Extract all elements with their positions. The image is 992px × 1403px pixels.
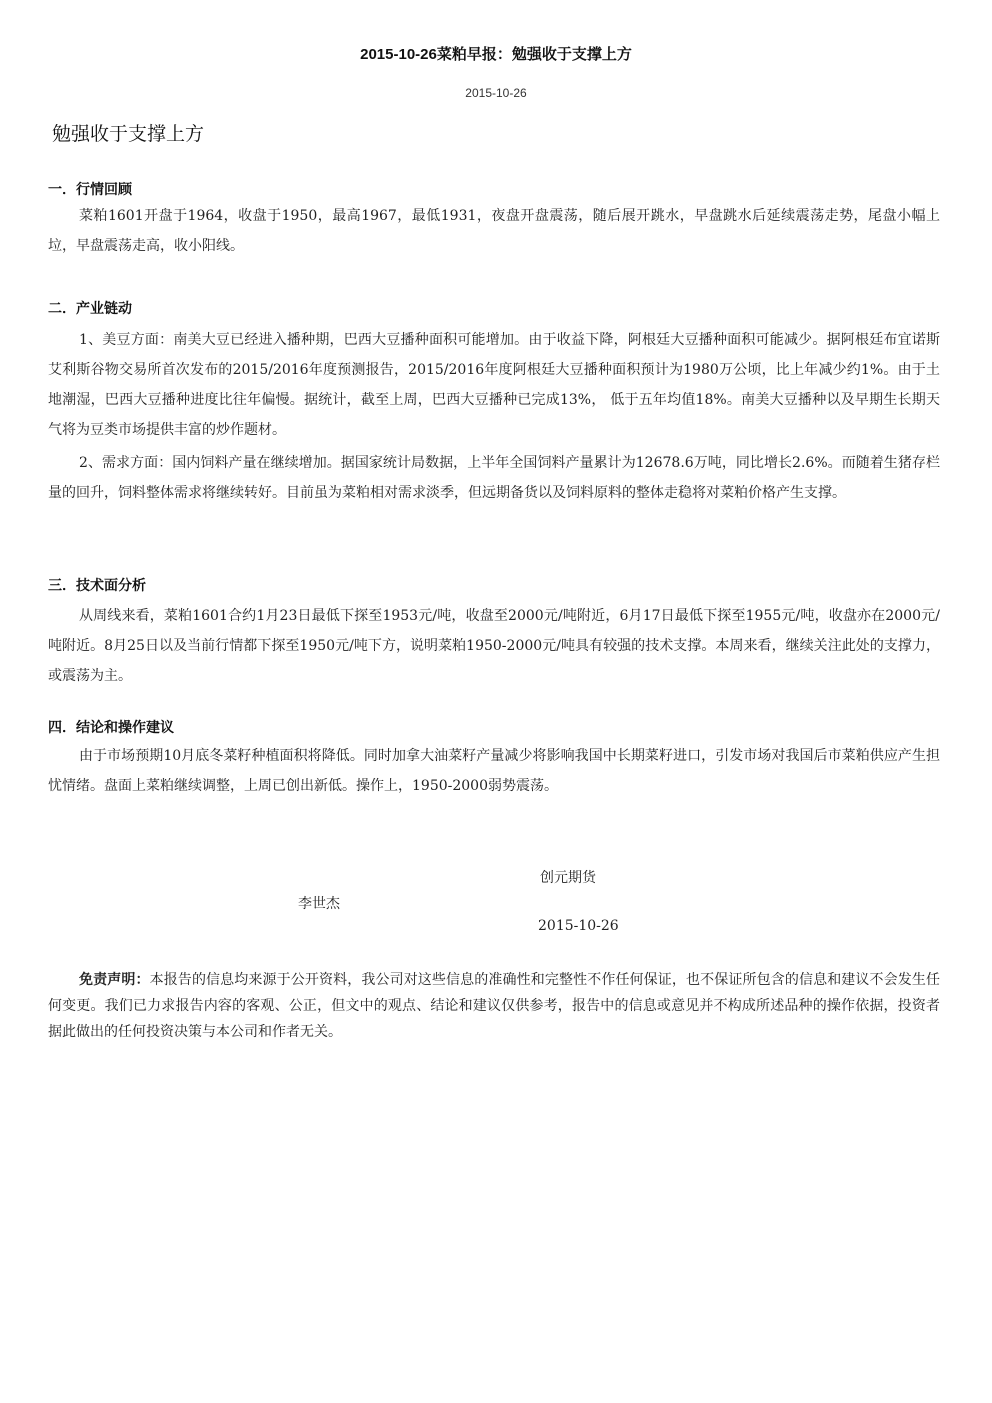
disclaimer-text: 本报告的信息均来源于公开资料，我公司对这些信息的准确性和完整性不作任何保证，也不保证所包含的信息和建议不会发生任何变更。我们已力求报告内容的客观、公正，但文中的观点、结论和建议仅供参考，报告中的信息或意见并不构成所述品种的操作依据，投资者据此做出的任何投资决策与本公司和作者无关。 — [48, 972, 941, 1040]
paragraph-demand: 2、需求方面：国内饲料产量在继续增加。据国家统计局数据，上半年全国饲料产量累计为12678.6万吨，同比增长2.6%。而随着生猪存栏量的回升，饲料整体需求将继续转好。目前虽为菜粕相对需求淡季，但远期备货以及饲料原料的整体走稳将对菜粕价格产生支撑。 — [48, 455, 940, 501]
paragraph-market-review: 菜粕1601开盘于1964，收盘于1950，最高1967，最低1931，夜盘开盘震荡，随后展开跳水，早盘跳水后延续震荡走势，尾盘小幅上垃，早盘震荡走高，收小阳线。 — [48, 208, 940, 254]
disclaimer-label: 免责声明： — [79, 972, 150, 988]
section-heading-industry-chain: 二．产业链动 — [48, 301, 132, 317]
report-date: 2015-10-26 — [465, 86, 527, 100]
section-heading-conclusion: 四．结论和操作建议 — [48, 720, 174, 736]
signature-company: 创元期货 — [540, 870, 596, 886]
section-heading-market-review: 一．行情回顾 — [48, 182, 132, 198]
report-title: 2015-10-26菜粕早报：勉强收于支撑上方 — [360, 46, 632, 63]
paragraph-us-soybean: 1、美豆方面：南美大豆已经进入播种期，巴西大豆播种面积可能增加。由于收益下降，阿根廷大豆播种面积可能减少。据阿根廷布宜诺斯艾利斯谷物交易所首次发布的2015/2016年度预测报告，2015/2016年度阿根廷大豆播种面积预计为1980万公顷，比上年减少约1%。由于土地潮湿，巴西大豆播种进度比往年偏慢。据统计，截至上周，巴西大豆播种已完成13%， 低于五年均值18%。南美大豆播种以及早期生长期天气将为豆类市场提供丰富的炒作题材。 — [48, 332, 940, 438]
disclaimer — [48, 967, 940, 1045]
signature-author: 李世杰 — [298, 896, 340, 912]
paragraph-conclusion: 由于市场预期10月底冬菜籽种植面积将降低。同时加拿大油菜籽产量减少将影响我国中长期菜籽进口，引发市场对我国后市菜粕供应产生担忧情绪。盘面上菜粕继续调整，上周已创出新低。操作上，1950-2000弱势震荡。 — [48, 748, 940, 794]
report-subtitle: 勉强收于支撑上方 — [52, 123, 205, 145]
signature-date: 2015-10-26 — [538, 918, 619, 934]
section-heading-technical-analysis: 三．技术面分析 — [48, 578, 146, 594]
paragraph-technical-analysis: 从周线来看，菜粕1601合约1月23日最低下探至1953元/吨，收盘至2000元/吨附近，6月17日最低下探至1955元/吨，收盘亦在2000元/吨附近。8月25日以及当前行情都下探至1950元/吨下方，说明菜粕1950-2000元/吨具有较强的技术支撑。本周来看，继续关注此处的支撑力，或震荡为主。 — [48, 608, 940, 684]
